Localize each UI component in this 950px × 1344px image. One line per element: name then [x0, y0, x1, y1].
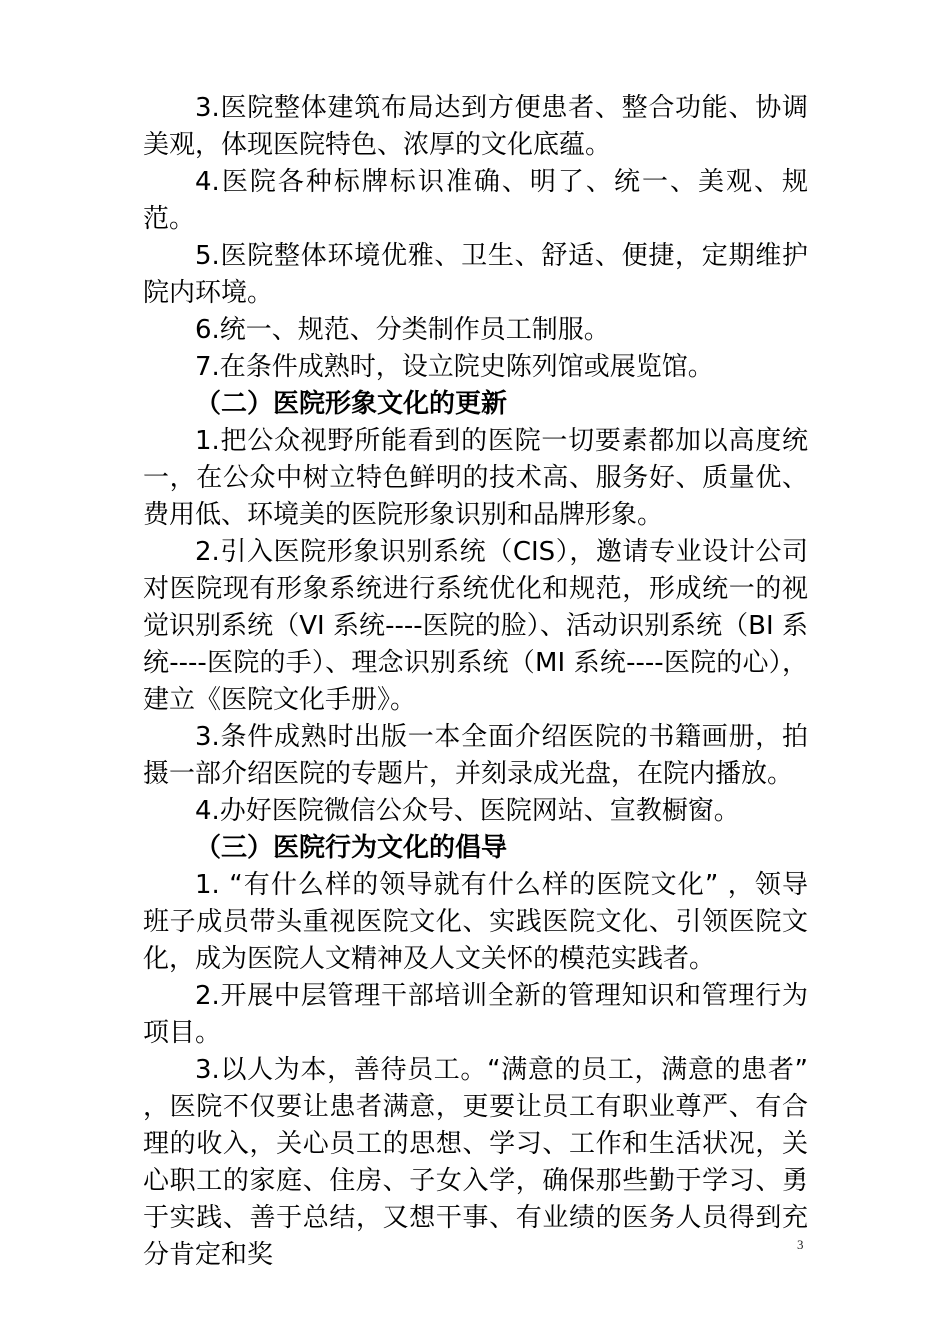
paragraph-item-6: 6.统一、规范、分类制作员工制服。 [195, 315, 610, 345]
section-heading-behavior-culture: （三）医院行为文化的倡导 [195, 833, 508, 863]
paragraph-item-7: 7.在条件成熟时，设立院史陈列馆或展览馆。 [195, 352, 714, 382]
paragraph-item-4: 4.医院各种标牌标识准确、明了、统一、美观、规范。 [143, 167, 808, 234]
paragraph-behavior-3: 3.以人为本，善待员工。“满意的员工，满意的患者” ，医院不仅要让患者满意，更要让员工有职业尊严、有合理的收入，关心员工的思想、学习、工作和生活状况，关心职工的家庭、住房、子女入学，确保那些勤于学习、勇于实践、善于总结，又想干事、有业绩的医务人员得到充分肯定和奖 [143, 1055, 808, 1270]
paragraph-behavior-2: 2.开展中层管理干部培训全新的管理知识和管理行为项目。 [143, 981, 808, 1048]
page-number: 3 [797, 1237, 804, 1252]
paragraph-behavior-1: 1. “有什么样的领导就有什么样的医院文化” ，领导班子成员带头重视医院文化、实践医院文化、引领医院文化，成为医院人文精神及人文关怀的模范实践者。 [143, 870, 808, 974]
paragraph-item-5: 5.医院整体环境优雅、卫生、舒适、便捷，定期维护院内环境。 [143, 241, 808, 308]
document-body [143, 90, 808, 1274]
paragraph-image-4: 4.办好医院微信公众号、医院网站、宣教橱窗。 [195, 796, 740, 826]
paragraph-image-2: 2.引入医院形象识别系统（CIS），邀请专业设计公司对医院现有形象系统进行系统优化和规范，形成统一的视觉识别系统（VI 系统----医院的脸）、活动识别系统（BI 系统----医院的手）、理念识别系统（MI 系统----医院的心），建立《医院文化手册》。 [143, 537, 808, 715]
section-heading-image-culture: （二）医院形象文化的更新 [195, 389, 508, 419]
paragraph-image-1: 1.把公众视野所能看到的医院一切要素都加以高度统一，在公众中树立特色鲜明的技术高、服务好、质量优、费用低、环境美的医院形象识别和品牌形象。 [143, 426, 808, 530]
paragraph-image-3: 3.条件成熟时出版一本全面介绍医院的书籍画册，拍摄一部介绍医院的专题片，并刻录成光盘，在院内播放。 [143, 722, 808, 789]
paragraph-item-3: 3.医院整体建筑布局达到方便患者、整合功能、协调美观，体现医院特色、浓厚的文化底蕴。 [143, 93, 808, 160]
